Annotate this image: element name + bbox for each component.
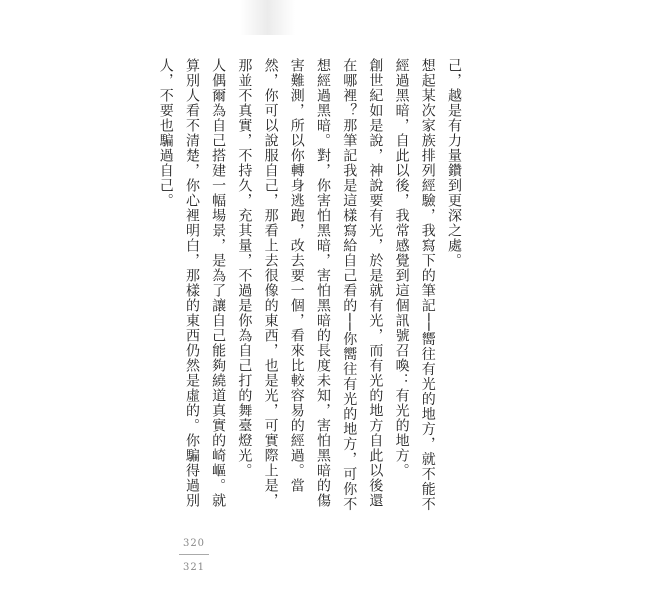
paragraph-1: 己，越是有力量鑽到更深之處。 <box>446 58 462 268</box>
page-gutter-shadow <box>240 0 295 35</box>
paragraph-2: 想起某次家族排列經驗，我寫下的筆記──嚮往有光的地方，就不能不經過黑暗，自此以後，我常感覺到這個訊號召喚：有光的地方。 <box>393 58 436 512</box>
paragraph-3: 創世紀如是說，神說要有光，於是就有光，而有光的地方自此以後還在哪裡？那筆記我是這樣寫給自己看的──你嚮往有光的地方，可你不想經過黑暗。對，你害怕黑暗，害怕黑暗的長度未知，害怕黑暗的傷害難測，所以你轉身逃跑，改去要一個，看來比較容易的經過。當然，你可以說服自己，那看上去很像的東西，也是光，可實際上是，那並不真實，不持久，充其量，不過是你為自己打的舞臺燈光。 <box>236 58 384 512</box>
page-number-right: 321 <box>182 562 206 573</box>
paragraph-4: 人偶爾為自己搭建一幅場景，是為了讓自己能夠繞道真實的崎嶇。就算別人看不清楚，你心裡明白，那樣的東西仍然是虛的。你騙得過別人，不要也騙過自己。 <box>157 58 227 508</box>
page-number-left: 320 <box>182 538 206 549</box>
body-text <box>153 58 467 518</box>
page-number-divider <box>179 554 209 555</box>
